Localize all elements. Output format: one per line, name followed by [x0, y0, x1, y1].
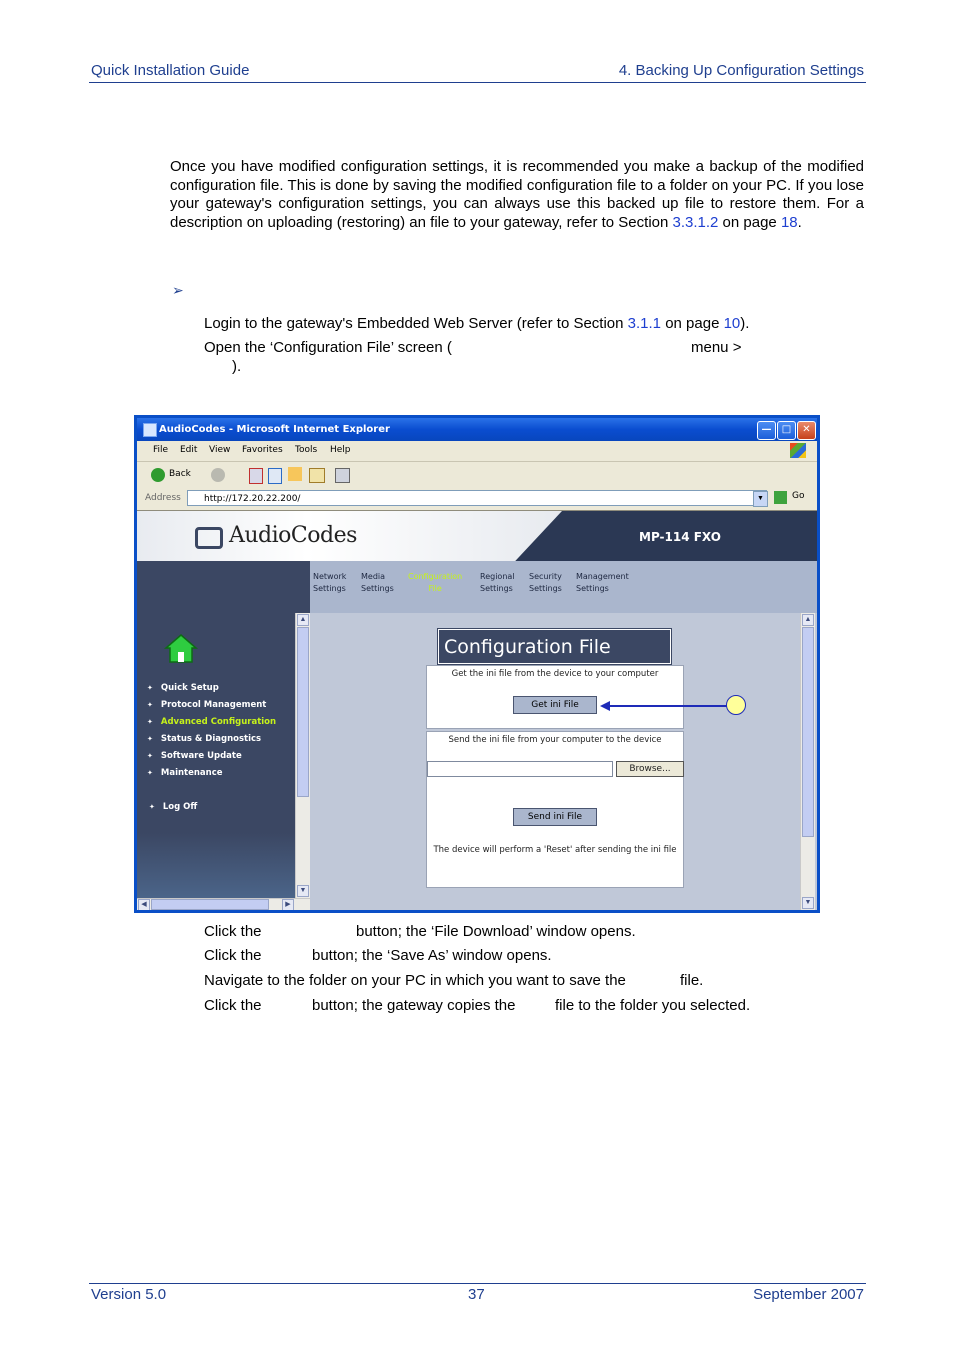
sidebar-status-diagnostics[interactable]: ✦ Status & Diagnostics	[147, 734, 261, 744]
reset-note: The device will perform a 'Reset' after sending the ini file	[433, 845, 677, 855]
page-title: Configuration File	[438, 629, 671, 664]
step-1-text: Login to the gateway's Embedded Web Server (refer to Section	[204, 315, 628, 332]
sidebar-scrollbar[interactable]	[295, 613, 310, 898]
sidebar-advanced-configuration[interactable]: ✦ Advanced Configuration	[147, 717, 276, 727]
sidebar-quick-setup[interactable]: ✦ Quick Setup	[147, 683, 219, 693]
address-dropdown-icon[interactable]: ▼	[753, 491, 768, 507]
header-left: Quick Installation Guide	[91, 62, 250, 79]
browser-screenshot	[134, 415, 820, 913]
sidebar-protocol-management[interactable]: ✦ Protocol Management	[147, 700, 266, 710]
step-1-end: ).	[740, 315, 750, 332]
send-ini-description: Send the ini file from your computer to the device	[448, 735, 662, 745]
callout-arrow-head	[600, 701, 610, 711]
nav-label: Configuration	[408, 572, 463, 581]
step-6-end: file to the folder you selected.	[555, 997, 751, 1014]
sidebar-maintenance[interactable]: ✦ Maintenance	[147, 768, 223, 778]
intro-text-4: file to your gateway, refer to Section	[430, 213, 673, 231]
nav-network-settings[interactable]	[313, 571, 346, 595]
scroll-down-icon[interactable]: ▼	[802, 897, 814, 909]
get-ini-panel	[426, 665, 684, 729]
step-3-end: button; the ‘File Download’ window opens.	[356, 923, 636, 940]
step-4-start: Click the	[204, 947, 262, 964]
sidebar	[137, 613, 295, 910]
menu-help[interactable]: Help	[330, 445, 351, 455]
get-ini-file-button[interactable]: Get ini File	[513, 696, 597, 714]
window-title: AudioCodes - Microsoft Internet Explorer	[159, 424, 390, 435]
scroll-up-icon[interactable]: ▲	[802, 614, 814, 626]
nav-label: Settings	[576, 584, 609, 593]
intro-text-2: configuration file to a folder on your PC. If you lose your gateway's configuration settings, you can always use this backed up	[170, 176, 864, 212]
step-1-page-link[interactable]: 10	[723, 315, 741, 332]
send-ini-file-button[interactable]: Send ini File	[513, 808, 597, 826]
ie-window-icon	[143, 423, 157, 437]
address-input[interactable]	[187, 490, 767, 506]
refresh-icon[interactable]	[268, 468, 282, 484]
stop-icon[interactable]	[249, 468, 263, 484]
nav-label: File	[428, 584, 442, 593]
header-right: 4. Backing Up Configuration Settings	[618, 62, 864, 79]
step-2-line1: Open the ‘Configuration File’ screen (	[204, 339, 452, 356]
main-scroll-thumb[interactable]	[802, 627, 814, 837]
nav-regional-settings[interactable]	[480, 571, 515, 595]
toolbar	[137, 462, 817, 489]
menu-file[interactable]: File	[153, 445, 169, 455]
section-link[interactable]: 3.3.1.2	[672, 213, 719, 231]
menu-edit[interactable]: Edit	[180, 445, 198, 455]
file-path-input[interactable]	[427, 761, 613, 777]
header-rule	[89, 82, 866, 83]
audiocodes-logo-icon	[195, 527, 223, 549]
get-ini-description: Get the ini file from the device to your computer	[451, 669, 659, 679]
send-ini-panel	[426, 731, 684, 888]
step-2-line2: ).	[232, 358, 242, 375]
footer-date: September 2007	[753, 1286, 864, 1303]
nav-management-settings[interactable]	[576, 571, 629, 595]
step-6-start: Click the	[204, 997, 262, 1014]
step-1	[204, 315, 749, 332]
nav-label: Network	[313, 572, 347, 581]
address-value: http://172.20.22.200/	[204, 494, 301, 504]
nav-label: Settings	[361, 584, 394, 593]
scroll-right-icon[interactable]: ▶	[282, 899, 294, 910]
scroll-down-icon[interactable]: ▼	[297, 885, 309, 897]
step-1-section-link[interactable]: 3.1.1	[627, 315, 662, 332]
nav-label: Settings	[529, 584, 562, 593]
intro-paragraph	[170, 158, 864, 232]
browse-button[interactable]: Browse...	[616, 761, 684, 777]
scroll-left-icon[interactable]: ◀	[138, 899, 150, 910]
main-scrollbar[interactable]	[800, 613, 815, 910]
step-5-start: Navigate to the folder on your PC in which you want to save the	[204, 972, 626, 989]
device-model: MP-114 FXO	[639, 530, 721, 544]
audiocodes-logo: AudioCodes	[229, 523, 357, 548]
nav-left-block	[137, 561, 310, 613]
nav-configuration-file[interactable]	[408, 571, 462, 595]
step-1-mid: on page	[661, 315, 724, 332]
print-icon[interactable]	[335, 468, 350, 483]
sidebar-scroll-thumb[interactable]	[297, 627, 309, 797]
nav-media-settings[interactable]	[361, 571, 394, 595]
back-label[interactable]: Back	[169, 469, 191, 479]
nav-security-settings[interactable]	[529, 571, 562, 595]
intro-text-6: .	[797, 213, 802, 231]
step-3-start: Click the	[204, 923, 262, 940]
menu-tools[interactable]: Tools	[295, 445, 318, 455]
sidebar-hscrollbar[interactable]	[137, 898, 310, 910]
web-page	[137, 511, 817, 910]
address-bar	[137, 488, 817, 511]
menu-bar	[137, 441, 817, 462]
page-link[interactable]: 18	[780, 213, 798, 231]
callout-arrow-line	[605, 705, 727, 707]
hscroll-thumb[interactable]	[151, 899, 269, 910]
step-2-menu: menu >	[691, 339, 742, 356]
footer-version: Version 5.0	[91, 1286, 167, 1303]
scroll-up-icon[interactable]: ▲	[297, 614, 309, 626]
intro-text-5: on page	[718, 213, 781, 231]
mail-icon[interactable]	[309, 468, 325, 483]
step-5-end: file.	[680, 972, 704, 989]
step-6-mid: button; the gateway copies the	[312, 997, 516, 1014]
callout-marker	[726, 695, 746, 715]
home-icon[interactable]	[164, 633, 198, 663]
intro-text-3: file to restore them. For a description on uploading (restoring) an	[170, 195, 864, 231]
nav-label: Regional	[480, 572, 515, 581]
footer-page-number: 37	[468, 1286, 485, 1303]
address-label: Address	[145, 493, 181, 503]
step-4-end: button; the ‘Save As’ window opens.	[312, 947, 552, 964]
menu-view[interactable]: View	[209, 445, 231, 455]
windows-logo-icon	[790, 443, 806, 458]
sidebar-software-update[interactable]: ✦ Software Update	[147, 751, 242, 761]
nav-label: Management	[576, 572, 629, 581]
nav-label: Media	[361, 572, 386, 581]
nav-label: Settings	[480, 584, 513, 593]
forward-icon[interactable]	[211, 468, 225, 482]
menu-favorites[interactable]: Favorites	[242, 445, 283, 455]
sidebar-log-off[interactable]: ✦ Log Off	[149, 802, 197, 812]
nav-label: Settings	[313, 584, 346, 593]
procedure-arrow-icon: ➢	[172, 282, 184, 298]
intro-text-1: Once you have modified configuration settings, it is recommended you make a backup of the modified configuration file. This is done by saving the modified	[170, 158, 864, 194]
footer-rule	[89, 1283, 866, 1284]
window-titlebar	[137, 418, 817, 441]
back-icon[interactable]	[151, 468, 165, 482]
go-button[interactable]: Go	[792, 491, 805, 501]
go-arrow-icon[interactable]	[774, 491, 787, 504]
close-icon[interactable]: ✕	[797, 421, 816, 440]
home-icon[interactable]	[288, 467, 302, 481]
minimize-icon[interactable]: —	[757, 421, 776, 440]
maximize-icon[interactable]: □	[777, 421, 796, 440]
nav-label: Security	[529, 572, 562, 581]
